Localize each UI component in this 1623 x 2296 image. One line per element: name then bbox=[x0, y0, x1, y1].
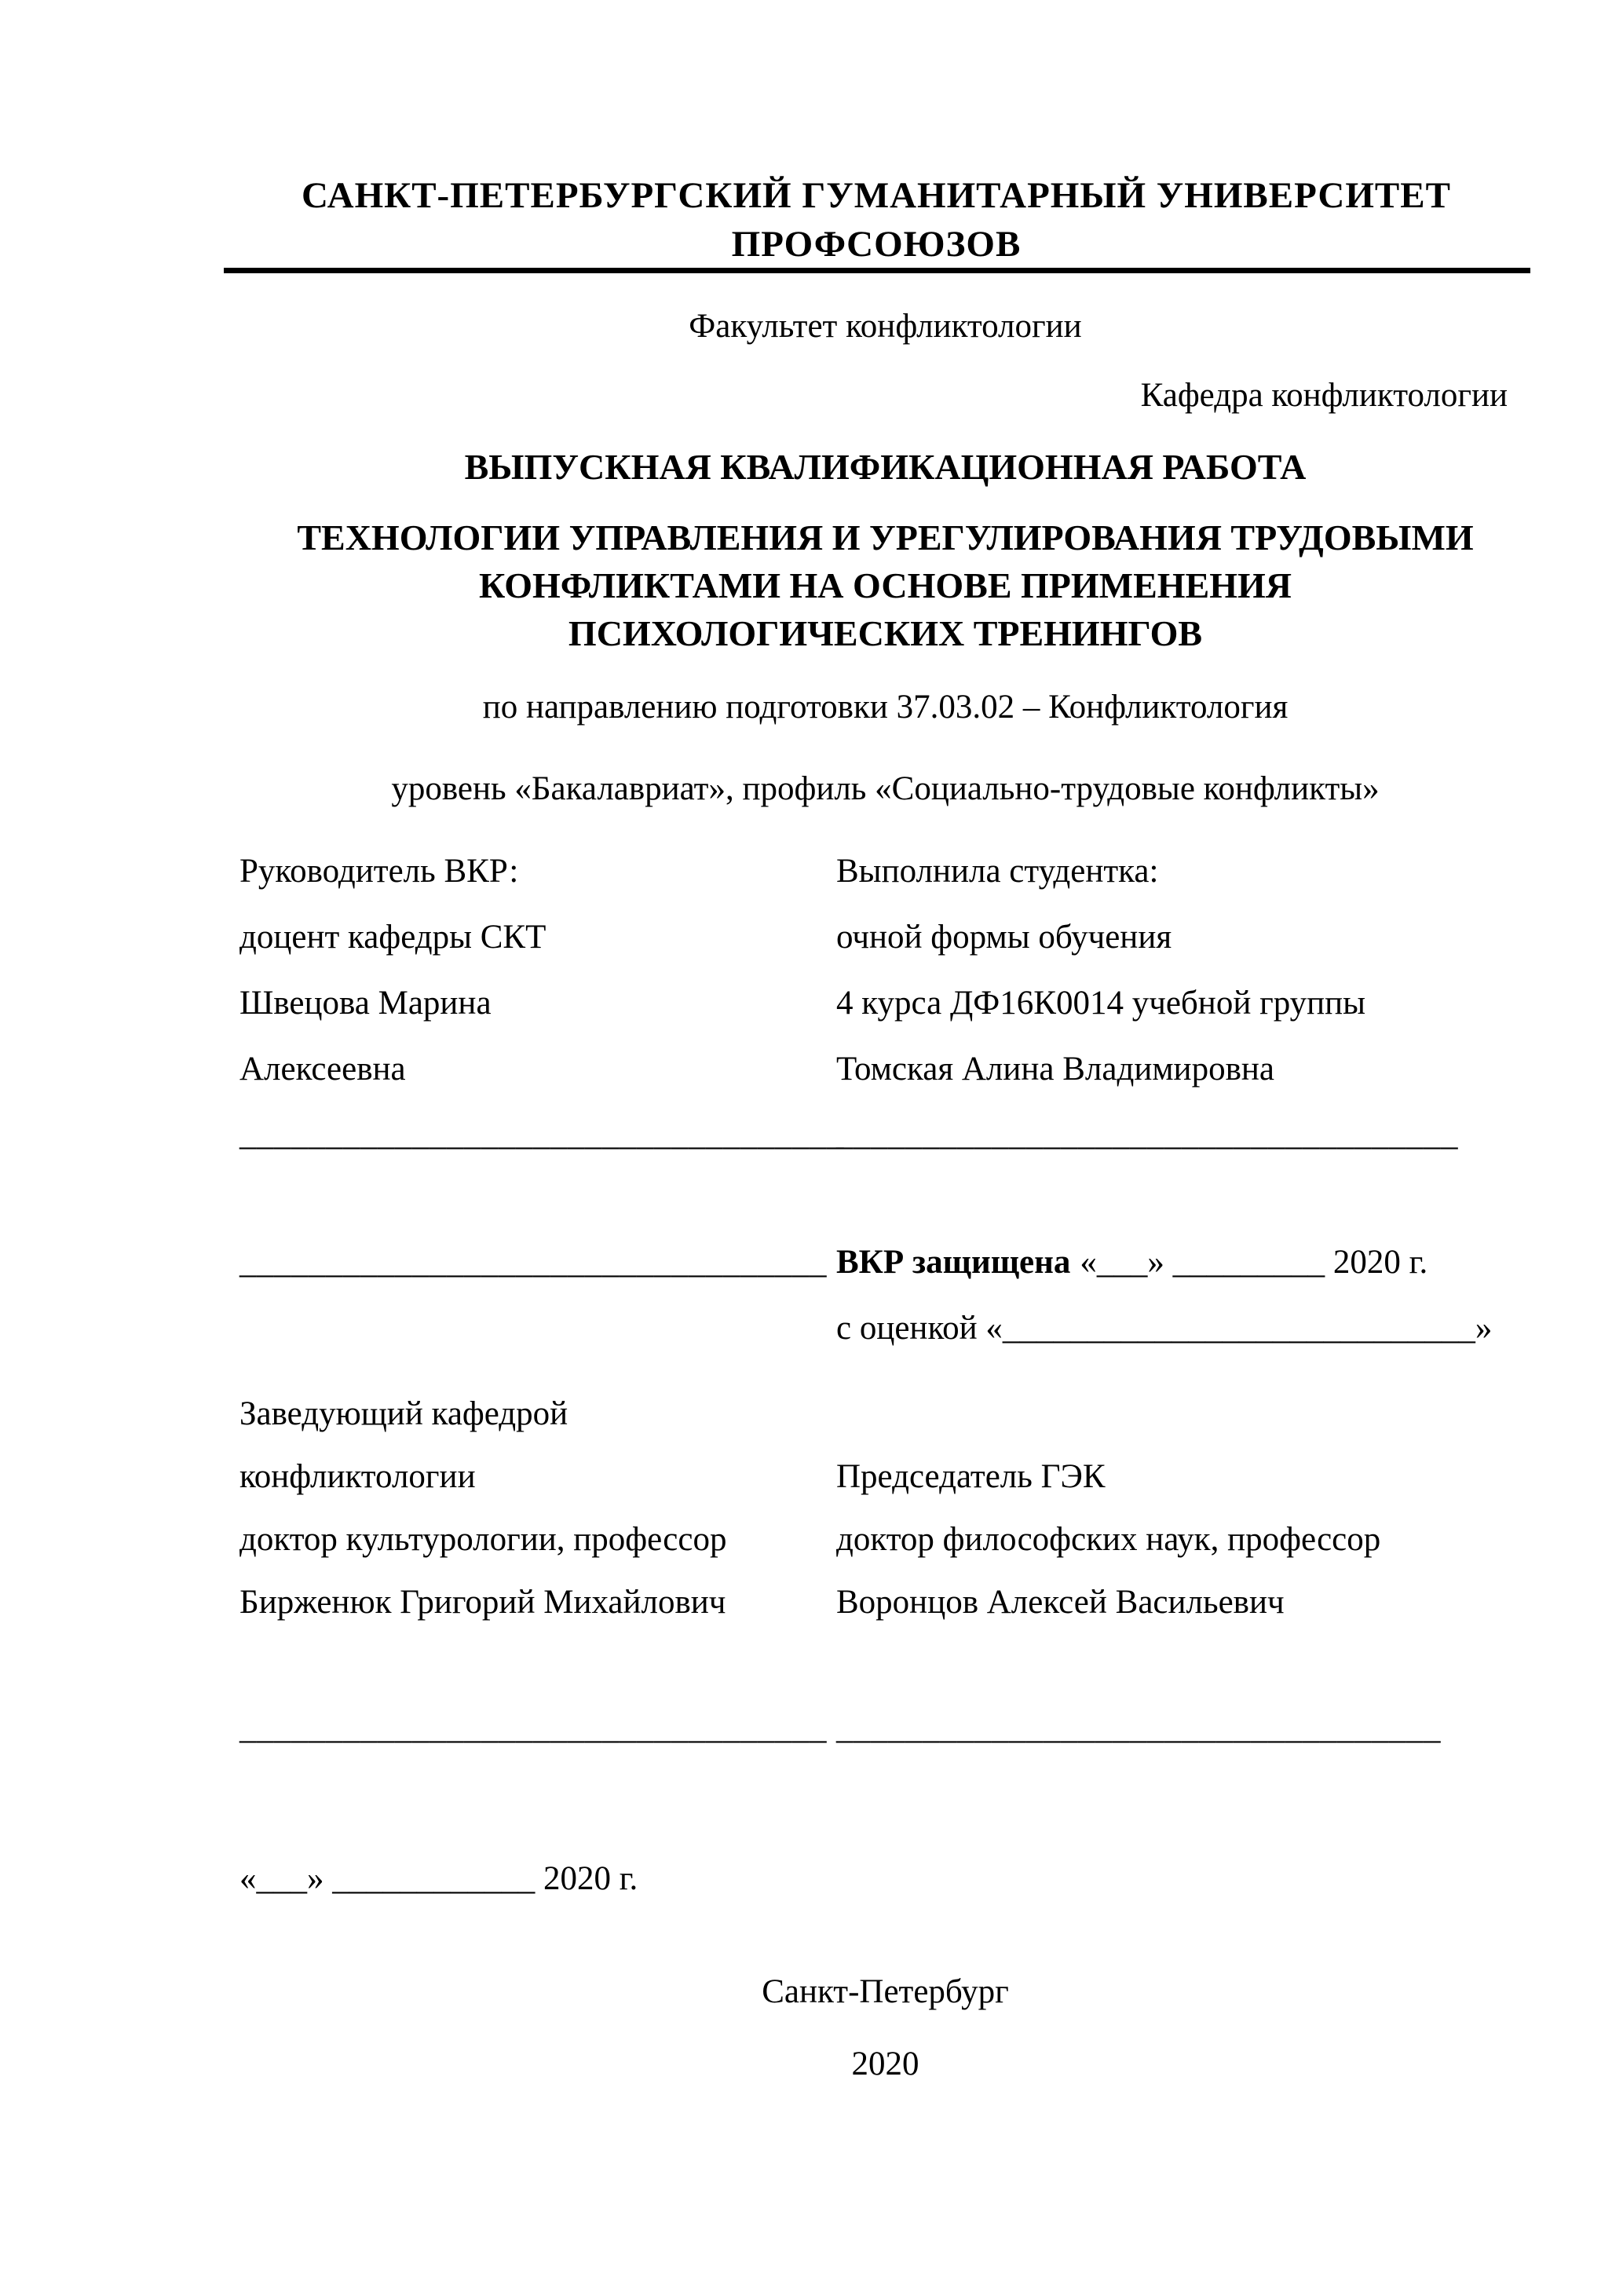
head-signature-line: __________________________________ bbox=[239, 1709, 827, 1746]
head-role-line1: Заведующий кафедрой bbox=[239, 1395, 568, 1432]
supervisor-role: Руководитель ВКР: bbox=[239, 853, 519, 890]
supervisor-signature-line: ___________________________________ bbox=[239, 1116, 844, 1153]
defended-label: ВКР защищена bbox=[836, 1244, 1071, 1281]
gek-chair-role: Председатель ГЭК bbox=[836, 1458, 1106, 1495]
row-names-2 bbox=[0, 1050, 1623, 1097]
head-role-line2: конфликтологии bbox=[239, 1458, 476, 1495]
row-roles bbox=[0, 852, 1623, 899]
work-type-heading: ВЫПУСКНАЯ КВАЛИФИКАЦИОННАЯ РАБОТА bbox=[464, 447, 1307, 487]
header-rule bbox=[224, 268, 1530, 273]
student-signature-line: ____________________________________ bbox=[836, 1116, 1458, 1153]
date-blank-line: «___» ____________ 2020 г. bbox=[239, 1860, 638, 1897]
student-role: Выполнила студентка: bbox=[836, 853, 1159, 890]
thesis-title-line1: ТЕХНОЛОГИИ УПРАВЛЕНИЯ И УРЕГУЛИРОВАНИЯ ТРУДОВЫМИ bbox=[297, 517, 1474, 558]
gek-chair-name: Воронцов Алексей Васильевич bbox=[836, 1584, 1285, 1621]
supervisor-position: доцент кафедры СКТ bbox=[239, 919, 546, 956]
student-study-form: очной формы обучения bbox=[836, 919, 1172, 956]
faculty-name: Факультет конфликтологии bbox=[689, 308, 1082, 345]
degree-level: уровень «Бакалавриат», профиль «Социально-трудовые конфликты» bbox=[391, 770, 1380, 807]
head-name: Бирженюк Григорий Михайлович bbox=[239, 1584, 726, 1621]
row-defended bbox=[0, 1243, 1623, 1290]
footer-city: Санкт-Петербург bbox=[762, 1973, 1009, 2010]
thesis-title bbox=[239, 514, 1531, 657]
approval-signature-line: __________________________________ bbox=[239, 1244, 827, 1281]
defended-date-blanks: «___» _________ 2020 г. bbox=[1080, 1244, 1428, 1281]
row-positions bbox=[0, 918, 1623, 965]
university-name-line1: САНКТ-ПЕТЕРБУРГСКИЙ ГУМАНИТАРНЫЙ УНИВЕРСИТЕТ bbox=[302, 175, 1451, 216]
row-grade bbox=[0, 1309, 1623, 1356]
row-degrees bbox=[0, 1520, 1623, 1567]
head-degree: доктор культурологии, профессор bbox=[239, 1521, 727, 1558]
row-signatures-1 bbox=[0, 1115, 1623, 1162]
student-group: 4 курса ДФ16К0014 учебной группы bbox=[836, 985, 1366, 1022]
gek-chair-degree: доктор философских наук, профессор bbox=[836, 1521, 1381, 1558]
student-name: Томская Алина Владимировна bbox=[836, 1051, 1274, 1088]
supervisor-name-line1: Швецова Марина bbox=[239, 985, 492, 1022]
row-signatures-2 bbox=[0, 1709, 1623, 1756]
department-name: Кафедра конфликтологии bbox=[1140, 377, 1508, 414]
university-name bbox=[224, 171, 1529, 269]
thesis-title-line3: ПСИХОЛОГИЧЕСКИХ ТРЕНИНГОВ bbox=[568, 613, 1203, 653]
program-direction: по направлению подготовки 37.03.02 – Конфликтология bbox=[482, 689, 1289, 726]
gek-chair-signature-line: ___________________________________ bbox=[836, 1709, 1441, 1746]
row-officials-names bbox=[0, 1583, 1623, 1630]
grade-line: с оценкой «____________________________» bbox=[836, 1310, 1493, 1347]
defended-line bbox=[836, 1243, 1537, 1281]
footer-year: 2020 bbox=[851, 2046, 919, 2082]
row-head-role-2 bbox=[0, 1457, 1623, 1504]
row-names-1 bbox=[0, 984, 1623, 1031]
row-date bbox=[0, 1859, 1623, 1907]
thesis-title-line2: КОНФЛИКТАМИ НА ОСНОВЕ ПРИМЕНЕНИЯ bbox=[478, 565, 1292, 605]
row-head-role-1 bbox=[0, 1395, 1623, 1442]
university-name-line2: ПРОФСОЮЗОВ bbox=[731, 224, 1022, 265]
supervisor-name-line2: Алексеевна bbox=[239, 1051, 406, 1088]
